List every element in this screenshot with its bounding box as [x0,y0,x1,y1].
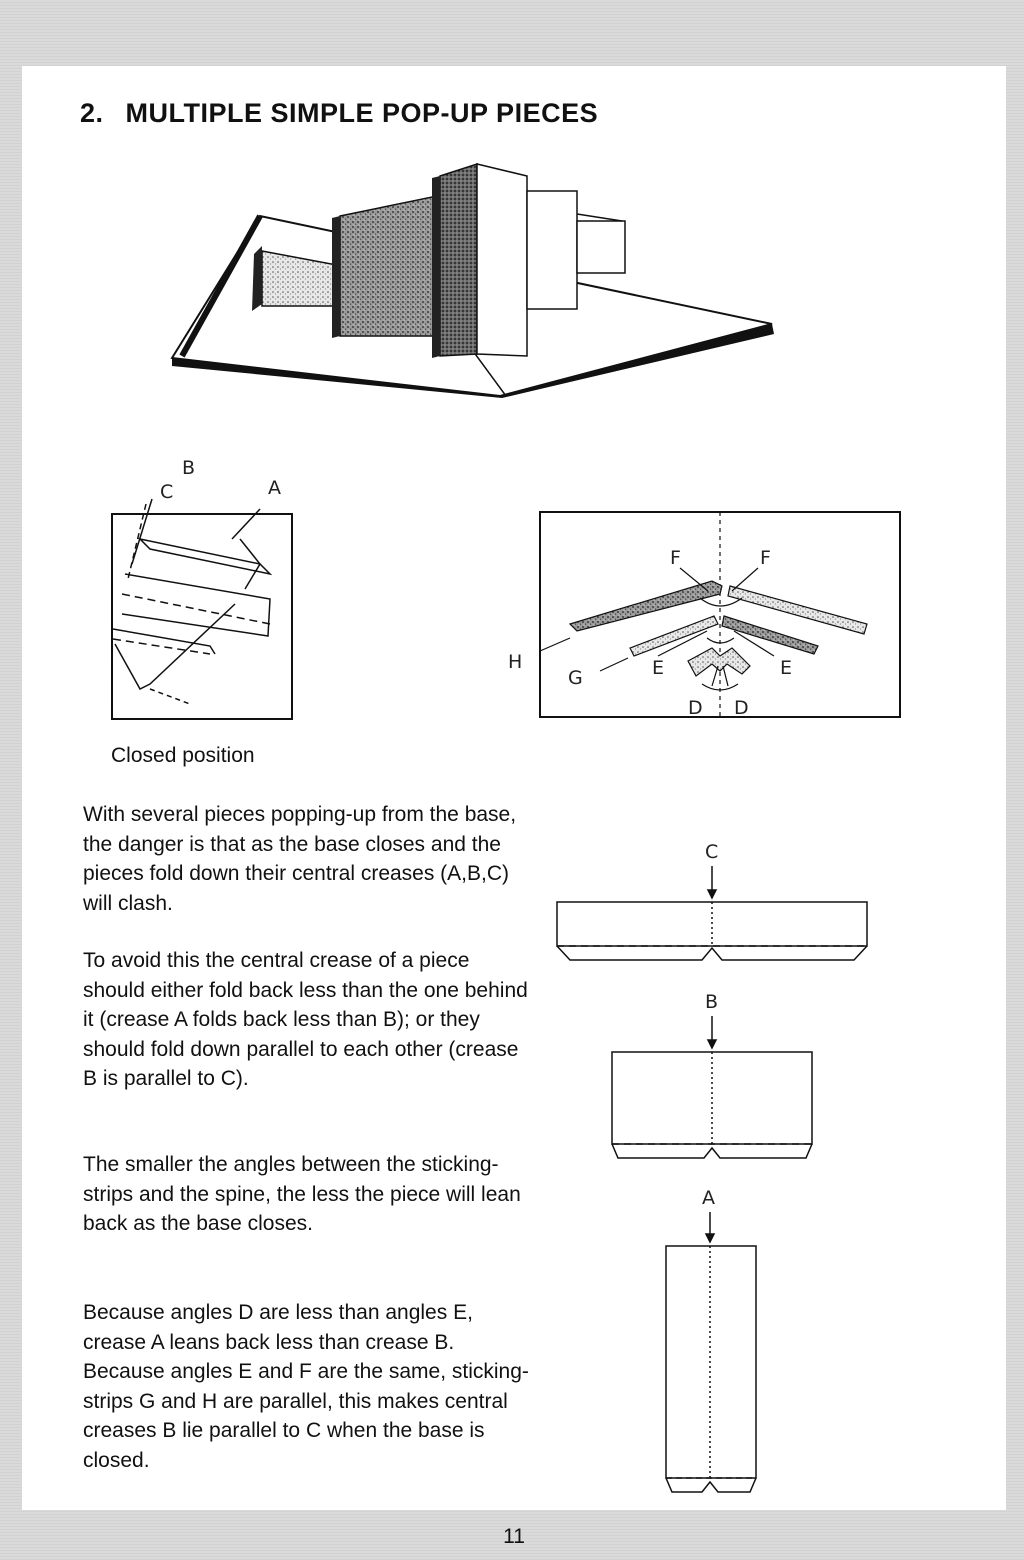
piece-label-b: B [705,991,719,1013]
section-number: 2. [80,98,104,128]
closed-position-diagram [110,454,300,734]
angle-label-f-right: F [760,547,771,569]
piece-b [612,1016,812,1158]
piece-label-a: A [702,1187,715,1209]
piece-a [666,1212,756,1492]
paragraph-3: The smaller the angles between the sticking-strips and the spine, the less the piece will lean back as the base closes. [83,1153,521,1235]
angle-top-view-diagram [502,506,922,726]
angle-label-e-right: E [780,657,793,679]
strip-label-g: G [568,667,583,689]
angle-label-d-right: D [734,697,749,719]
paragraph-1: With several pieces popping-up from the base, the danger is that as the base closes and the pieces fold down their central creases (A,B,C) will clash. [83,803,517,915]
angle-label-e-left: E [652,657,665,679]
paragraph-2: To avoid this the central crease of a piece should either fold back less than the one behind it (crease A folds back less than B); or they should fold down parallel to each other (crease B is parallel to C). [83,949,528,1090]
page-number: 11 [503,1525,525,1548]
closed-label-a: A [268,477,281,499]
angle-label-d-left: D [688,697,703,719]
page [22,66,1006,1510]
piece-label-c: C [705,841,719,863]
section-title: MULTIPLE SIMPLE POP-UP PIECES [125,98,599,128]
paragraph-4: Because angles D are less than angles E, crease A leans back less than crease B. Because angles E and F are the same, sticking-strips G and H are parallel, this makes central creases B lie parallel to C when the base is closed. [83,1301,529,1472]
strip-label-h: H [508,651,523,673]
angle-label-f-left: F [670,547,681,569]
piece-c [557,866,867,960]
closed-label-b: B [182,457,196,479]
pieces-unfolded-diagram [552,836,872,1506]
closed-label-c: C [160,481,174,503]
closed-position-caption: Closed position [111,744,255,767]
